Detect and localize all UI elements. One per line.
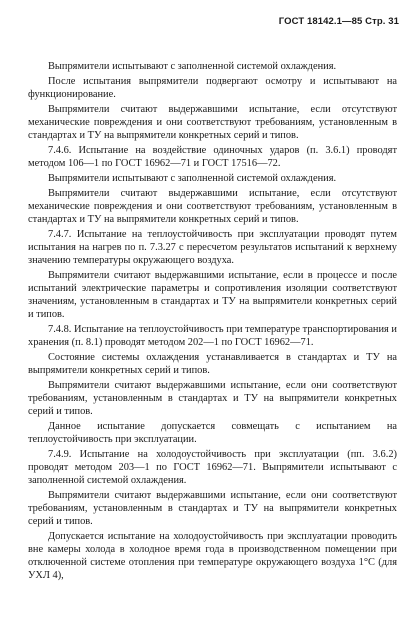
paragraph: После испытания выпрямители подвергают осмотру и испытывают на функционирование. (28, 76, 397, 100)
paragraph: Состояние системы охлаждения устанавливается в стандартах и ТУ на выпрямители конкретных серий и типов. (28, 352, 397, 376)
clause-7-4-9: 7.4.9. Испытание на холодоустойчивость при эксплуатации (пп. 3.6.2) проводят методом 203—1 по ГОСТ 16962—71. Выпрямители испытывают с заполненной системой охлаждения. (28, 449, 397, 486)
paragraph: Выпрямители считают выдержавшими испытание, если они соответствуют требованиям, установленным в стандартах и ТУ на выпрямители конкретных серий и типов. (28, 380, 397, 417)
clause-7-4-6: 7.4.6. Испытание на воздействие одиночных ударов (п. 3.6.1) проводят методом 106—1 по ГОСТ 16962—71 и ГОСТ 17516—72. (28, 145, 397, 169)
paragraph: Допускается испытание на холодоустойчивость при эксплуатации проводить вне камеры холода в холодное время года в производственном помещении при отключенной системе отопления при температуре окружающего воздуха 1°С (для УХЛ 4), (28, 531, 397, 581)
paragraph: Выпрямители считают выдержавшими испытание, если отсутствуют механические повреждения и они соответствуют требованиям, установленным в стандартах и ТУ на выпрямители конкретных серий и типов. (28, 188, 397, 225)
paragraph: Выпрямители считают выдержавшими испытание, если они соответствуют требованиям, установленным в стандартах и ТУ на выпрямители конкретных серий и типов. (28, 490, 397, 527)
paragraph: Выпрямители считают выдержавшими испытание, если в процессе и после испытаний электрические параметры и сопротивления изоляции соответствуют значениям, установленным в стандартах и ТУ на выпрямители конкретных серий и типов. (28, 270, 397, 320)
page-header: ГОСТ 18142.1—85 Стр. 31 (278, 16, 399, 27)
clause-7-4-8: 7.4.8. Испытание на теплоустойчивость при температуре транспортирования и хранения (п. 8.1) проводят методом 202—1 по ГОСТ 16962—71. (28, 324, 397, 348)
document-body (28, 60, 397, 584)
paragraph: Выпрямители считают выдержавшими испытание, если отсутствуют механические повреждения и они соответствуют требованиям, установленным в стандартах и ТУ на выпрямители конкретных серий и типов. (28, 104, 397, 141)
clause-7-4-7: 7.4.7. Испытание на теплоустойчивость при эксплуатации проводят путем испытания на нагрев по п. 7.3.27 с пересчетом результатов испытаний к верхнему значению температуры окружающего воздуха. (28, 229, 397, 266)
paragraph: Выпрямители испытывают с заполненной системой охлаждения. (48, 173, 337, 184)
paragraph: Выпрямители испытывают с заполненной системой охлаждения. (48, 61, 337, 72)
paragraph: Данное испытание допускается совмещать с испытанием на теплоустойчивость при эксплуатации. (28, 421, 397, 445)
